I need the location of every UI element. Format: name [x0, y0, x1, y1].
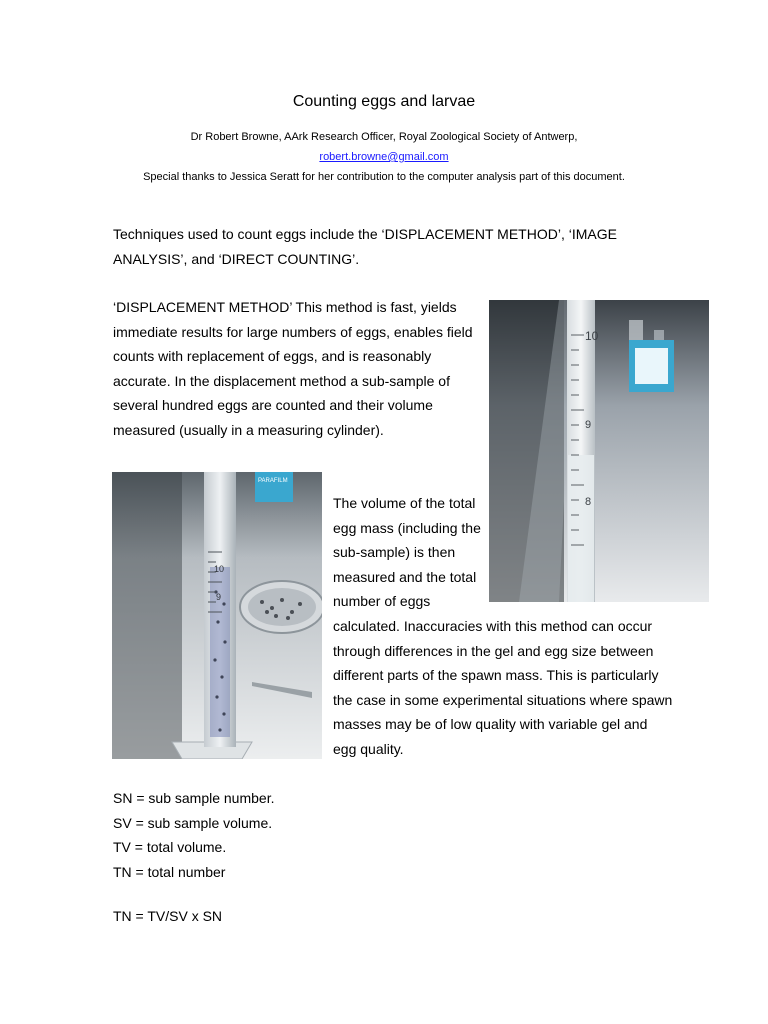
- scale-label-9: 9: [585, 419, 592, 431]
- definition-line: SN = sub sample number.: [113, 790, 275, 806]
- definition-line: TN = total number: [113, 863, 226, 880]
- email-line: [0, 151, 768, 163]
- volume-paragraph-start: The volume of the total egg mass (including the sub-sample) is then measured and the total number of eggs: [333, 495, 481, 609]
- displacement-paragraph: ‘DISPLACEMENT METHOD’ This method is fast, yields immediate results for large numbers of eggs, enables field counts with replacement of eggs, and is reasonably accurate. In the displacement method a sub-sample of several hundred eggs are counted and their volume measured (usually in a measuring cylinder).: [113, 299, 473, 438]
- definition-line: SV = sub sample volume.: [113, 814, 273, 831]
- scale-label-10: 10: [214, 564, 225, 574]
- acknowledgement: Special thanks to Jessica Seratt for her contribution to the computer analysis part of this document.: [143, 171, 625, 183]
- parafilm-label: PARAFILM: [258, 478, 288, 484]
- definition-line: TV = total volume.: [113, 839, 227, 855]
- author-line: Dr Robert Browne, AArk Research Officer, Royal Zoological Society of Antwerp,: [190, 131, 578, 143]
- formula: TN = TV/SV x SN: [113, 908, 223, 924]
- parafilm-box: [255, 472, 293, 502]
- scale-label-8: 8: [585, 496, 592, 508]
- email-link[interactable]: robert.browne@gmail.com: [319, 151, 449, 163]
- cylinder-photo-right: [489, 300, 709, 602]
- scale-label-10: 10: [585, 329, 599, 343]
- scale-label-9: 9: [216, 592, 222, 602]
- definitions-list: [113, 786, 413, 884]
- intro-paragraph: Techniques used to count eggs include the ‘DISPLACEMENT METHOD’, ‘IMAGE ANALYSIS’, and ‘DIRECT COUNTING’.: [113, 226, 617, 267]
- page-title: Counting eggs and larvae: [292, 93, 476, 110]
- cylinder-photo-left: [112, 472, 322, 759]
- volume-paragraph-continued: calculated. Inaccuracies with this method can occur through differences in the gel and egg size between different parts of the spawn mass. This is particularly the case in some experimental situations where spawn masses may be of low quality with variable gel and egg quality.: [333, 618, 673, 757]
